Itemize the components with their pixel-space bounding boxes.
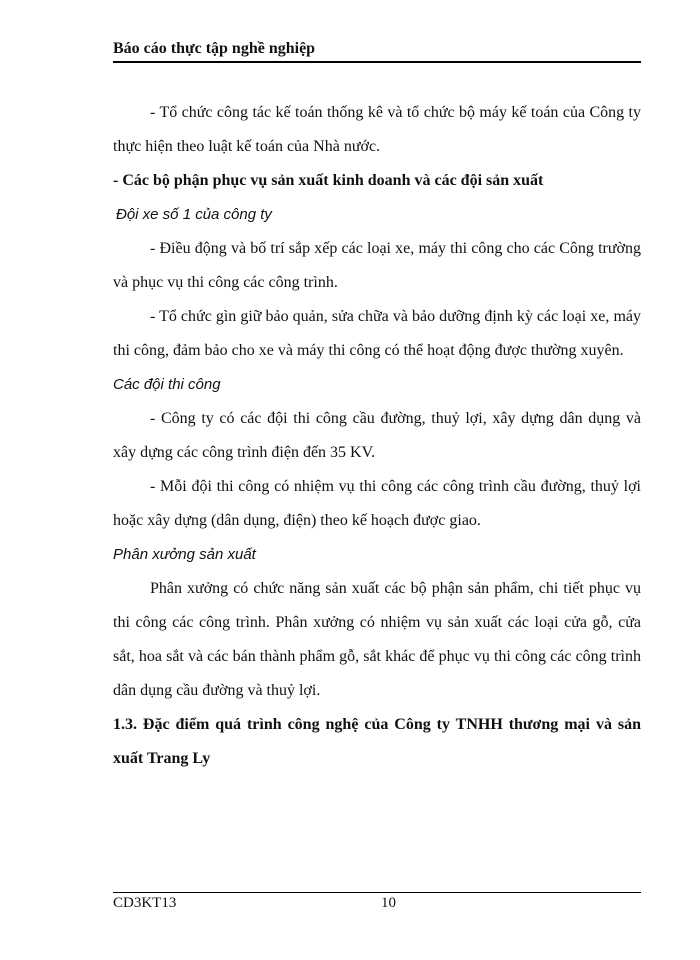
section-heading: - Các bộ phận phục vụ sản xuất kinh doanh và các đội sản xuất [113, 172, 544, 189]
paragraph: - Điều động và bố trí sắp xếp các loại xe, máy thi công cho các Công trường và phục vụ thi công các công trình. [113, 240, 641, 291]
paragraph: - Tổ chức gìn giữ bảo quản, sửa chữa và bảo dưỡng định kỳ các loại xe, máy thi công, đảm bảo cho xe và máy thi công có thể hoạt động được thường xuyên. [113, 308, 641, 359]
page-number: 10 [381, 895, 396, 911]
subsection-title: Đội xe số 1 của công ty [116, 206, 272, 223]
paragraph: - Tổ chức công tác kế toán thống kê và tổ chức bộ máy kế toán của Công ty thực hiện theo luật kế toán của Nhà nước. [113, 104, 641, 155]
paragraph: - Mỗi đội thi công có nhiệm vụ thi công các công trình cầu đường, thuỷ lợi hoặc xây dựng (dân dụng, điện) theo kế hoạch được giao. [113, 478, 641, 529]
section-heading: 1.3. Đặc điểm quá trình công nghệ của Công ty TNHH thương mại và sản xuất Trang Ly [113, 716, 641, 767]
paragraph: - Công ty có các đội thi công cầu đường, thuỷ lợi, xây dựng dân dụng và xây dựng các công trình điện đến 35 KV. [113, 410, 641, 461]
footer-code: CD3KT13 [113, 895, 177, 911]
subsection-title: Các đội thi công [113, 376, 221, 393]
paragraph: Phân xưởng có chức năng sản xuất các bộ phận sản phẩm, chi tiết phục vụ thi công các công trình. Phân xưởng có nhiệm vụ sản xuất các loại cửa gỗ, cửa sắt, hoa sắt và các bán thành phẩm gỗ, sắt khác để phục vụ thi công các công trình dân dụng cầu đường và thuỷ lợi. [113, 580, 641, 699]
footer-divider [113, 892, 641, 893]
page-header: Báo cáo thực tập nghề nghiệp [113, 40, 641, 63]
subsection-title: Phân xưởng sản xuất [113, 546, 256, 563]
document-body [113, 96, 641, 776]
